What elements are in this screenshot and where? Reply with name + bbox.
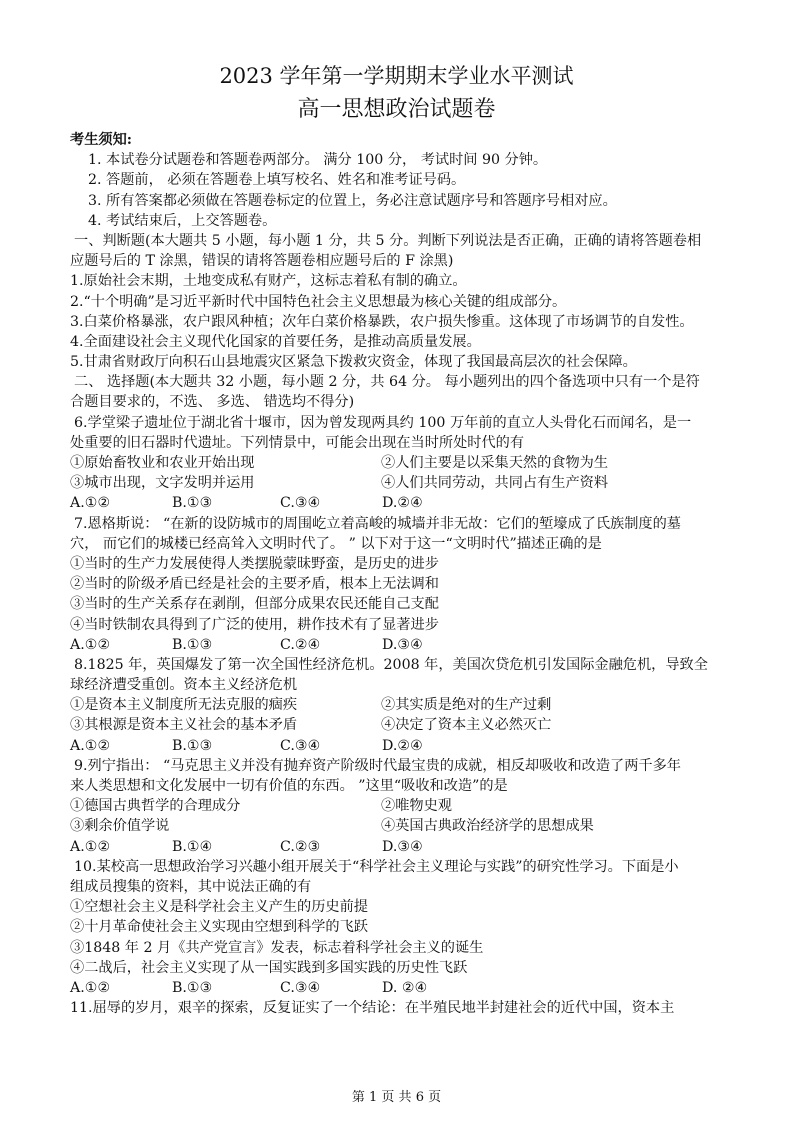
- statement: ④人们共同劳动，共同占有生产资料: [381, 475, 609, 492]
- question-stem: 处重要的旧石器时代遗址。下列情景中，可能会出现在当时所处时代的有: [70, 434, 525, 451]
- judgement-item: 1.原始社会末期，土地变成私有财产，这标志着私有制的确立。: [70, 273, 467, 290]
- option: B.①③: [172, 979, 213, 996]
- exam-content: [70, 130, 730, 1018]
- statement: ④英国古典政治经济学的思想成果: [381, 818, 594, 835]
- answer-options: [70, 493, 730, 513]
- statement: ②当时的阶级矛盾已经是社会的主要矛盾，根本上无法调和: [70, 576, 439, 593]
- statement: ④决定了资本主义必然灭亡: [381, 717, 552, 734]
- statement: ②人们主要是以采集天然的食物为生: [381, 455, 609, 471]
- question-stem: 7.恩格斯说： “在新的设防城市的周围屹立着高峻的城墙并非无故：它们的堑壕成了氏族制度的墓: [74, 515, 681, 532]
- statement: ②十月革命使社会主义实现由空想到科学的飞跃: [70, 919, 368, 936]
- section1-header: 一、判断题(本大题共 5 小题，每小题 1 分，共 5 分。判断下列说法是否正确，正确的请将答题卷相: [74, 232, 702, 249]
- option: A.①②: [70, 838, 111, 855]
- statement: ③当时的生产关系存在剥削，但部分成果农民还能自己支配: [70, 596, 439, 613]
- statement-row: [70, 453, 730, 473]
- statement: ①当时的生产力发展使得人类摆脱蒙昧野蛮，是历史的进步: [70, 555, 439, 572]
- notice-item: 4. 考试结束后，上交答题卷。: [88, 212, 277, 229]
- question-stem: 10.某校高一思想政治学习兴趣小组开展关于“科学社会主义理论与实践”的研究性学习。下面是小: [74, 858, 679, 875]
- statement-row: [70, 473, 730, 493]
- option: C.②③: [280, 838, 321, 855]
- section2-header: 合题目要求的，不选、 多选、 错选均不得分): [70, 394, 355, 411]
- option: C.③④: [280, 737, 321, 754]
- option: D.③④: [382, 636, 423, 653]
- option: C.②④: [280, 636, 321, 653]
- judgement-item: 3.白菜价格暴涨，农户跟风种植；次年白菜价格暴跌，农户损失惨重。这体现了市场调节的自发性。: [70, 313, 694, 330]
- statement: ①德国古典哲学的合理成分: [70, 798, 241, 815]
- statement-row: [70, 796, 730, 816]
- judgement-item: 4.全面建设社会主义现代化国家的首要任务，是推动高质量发展。: [70, 333, 481, 350]
- statement: ④二战后，社会主义实现了从一国实践到多国实践的历史性飞跃: [70, 959, 468, 976]
- option: A.①②: [70, 737, 111, 754]
- statement: ①原始畜牧业和农业开始出现: [70, 455, 255, 471]
- statement: ①是资本主义制度所无法克服的痼疾: [70, 697, 298, 714]
- notice-item: 3. 所有答案都必须做在答题卷标定的位置上，务必注意试题序号和答题序号相对应。: [88, 192, 617, 209]
- option: D.②④: [382, 495, 423, 512]
- notice-item: 1. 本试卷分试题卷和答题卷两部分。 满分 100 分， 考试时间 90 分钟。: [88, 152, 548, 169]
- page-subtitle: 高一思想政治试题卷: [297, 97, 496, 122]
- option: D. ②④: [382, 979, 428, 996]
- question-stem: 11.屈辱的岁月，艰辛的探索，反复证实了一个结论：在半殖民地半封建社会的近代中国，资本主: [70, 1000, 675, 1017]
- option: B.①③: [172, 495, 213, 512]
- question-stem: 来人类思想和文化发展中一切有价值的东西。 ”这里“吸收和改造”的是: [70, 778, 508, 794]
- answer-options: [70, 837, 730, 857]
- page-title: 2023 学年第一学期期末学业水平测试: [219, 64, 574, 88]
- statement: ③1848 年 2 月《共产党宣言》发表，标志着科学社会主义的诞生: [70, 939, 484, 956]
- statement: ④当时铁制农具得到了广泛的使用，耕作技术有了显著进步: [70, 616, 439, 633]
- question-stem: 球经济遭受重创。资本主义经济危机: [70, 677, 298, 694]
- section2-header: 二、 选择题(本大题共 32 小题，每小题 2 分，共 64 分。 每小题列出的四个备选项中只有一个是符: [74, 374, 700, 391]
- question-stem: 9.列宁指出： “马克思主义并没有抛弃资产阶级时代最宝贵的成就，相反却吸收和改造了两千多年: [74, 757, 681, 774]
- option: B.①④: [172, 838, 213, 855]
- statement: ②唯物史观: [381, 798, 452, 815]
- option: B.①③: [172, 636, 213, 653]
- option: A.①②: [70, 495, 111, 512]
- answer-options: [70, 736, 730, 756]
- option: C.③④: [280, 495, 321, 512]
- question-stem: 穴， 而它们的城楼已经高耸入文明时代了。 ” 以下对于这一“文明时代”描述正确的是: [70, 535, 602, 552]
- question-stem: 8.1825 年，英国爆发了第一次全国性经济危机。2008 年，美国次贷危机引发国际金融危机，导致全: [74, 656, 708, 673]
- statement: ③城市出现，文字发明并运用: [70, 475, 255, 492]
- statement-row: [70, 816, 730, 836]
- option: A.①②: [70, 979, 111, 996]
- notice-heading: 考生须知:: [70, 132, 132, 148]
- statement-row: [70, 715, 730, 735]
- judgement-item: 5.甘肃省财政厅向积石山县地震灾区紧急下拨救灾资金，体现了我国最高层次的社会保障。: [70, 354, 637, 371]
- question-stem: 6.学堂梁子遗址位于湖北省十堰市，因为曾发现两具约 100 万年前的直立人头骨化石而闻名，是一: [74, 414, 692, 431]
- page-footer: 第 1 页 共 6 页: [351, 1090, 442, 1105]
- option: B.①③: [172, 737, 213, 754]
- statement: ③其根源是资本主义社会的基本矛盾: [70, 717, 298, 734]
- judgement-item: 2.“十个明确”是习近平新时代中国特色社会主义思想最为核心关键的组成部分。: [70, 293, 567, 310]
- statement: ①空想社会主义是科学社会主义产生的历史前提: [70, 899, 368, 916]
- option: C.③④: [280, 979, 321, 996]
- option: D.②④: [382, 737, 423, 754]
- option: D.③④: [382, 838, 423, 855]
- option: A.①②: [70, 636, 111, 653]
- question-stem: 组成员搜集的资料，其中说法正确的有: [70, 878, 312, 895]
- statement: ③剩余价值学说: [70, 818, 170, 835]
- statement-row: [70, 695, 730, 715]
- answer-options: [70, 978, 730, 998]
- statement: ②其实质是绝对的生产过剩: [381, 697, 552, 714]
- answer-options: [70, 635, 730, 655]
- notice-item: 2. 答题前， 必须在答题卷上填写校名、姓名和准考证号码。: [88, 172, 466, 189]
- section1-header: 应题号后的 T 涂黑，错误的请将答题卷相应题号后的 F 涂黑): [70, 253, 454, 270]
